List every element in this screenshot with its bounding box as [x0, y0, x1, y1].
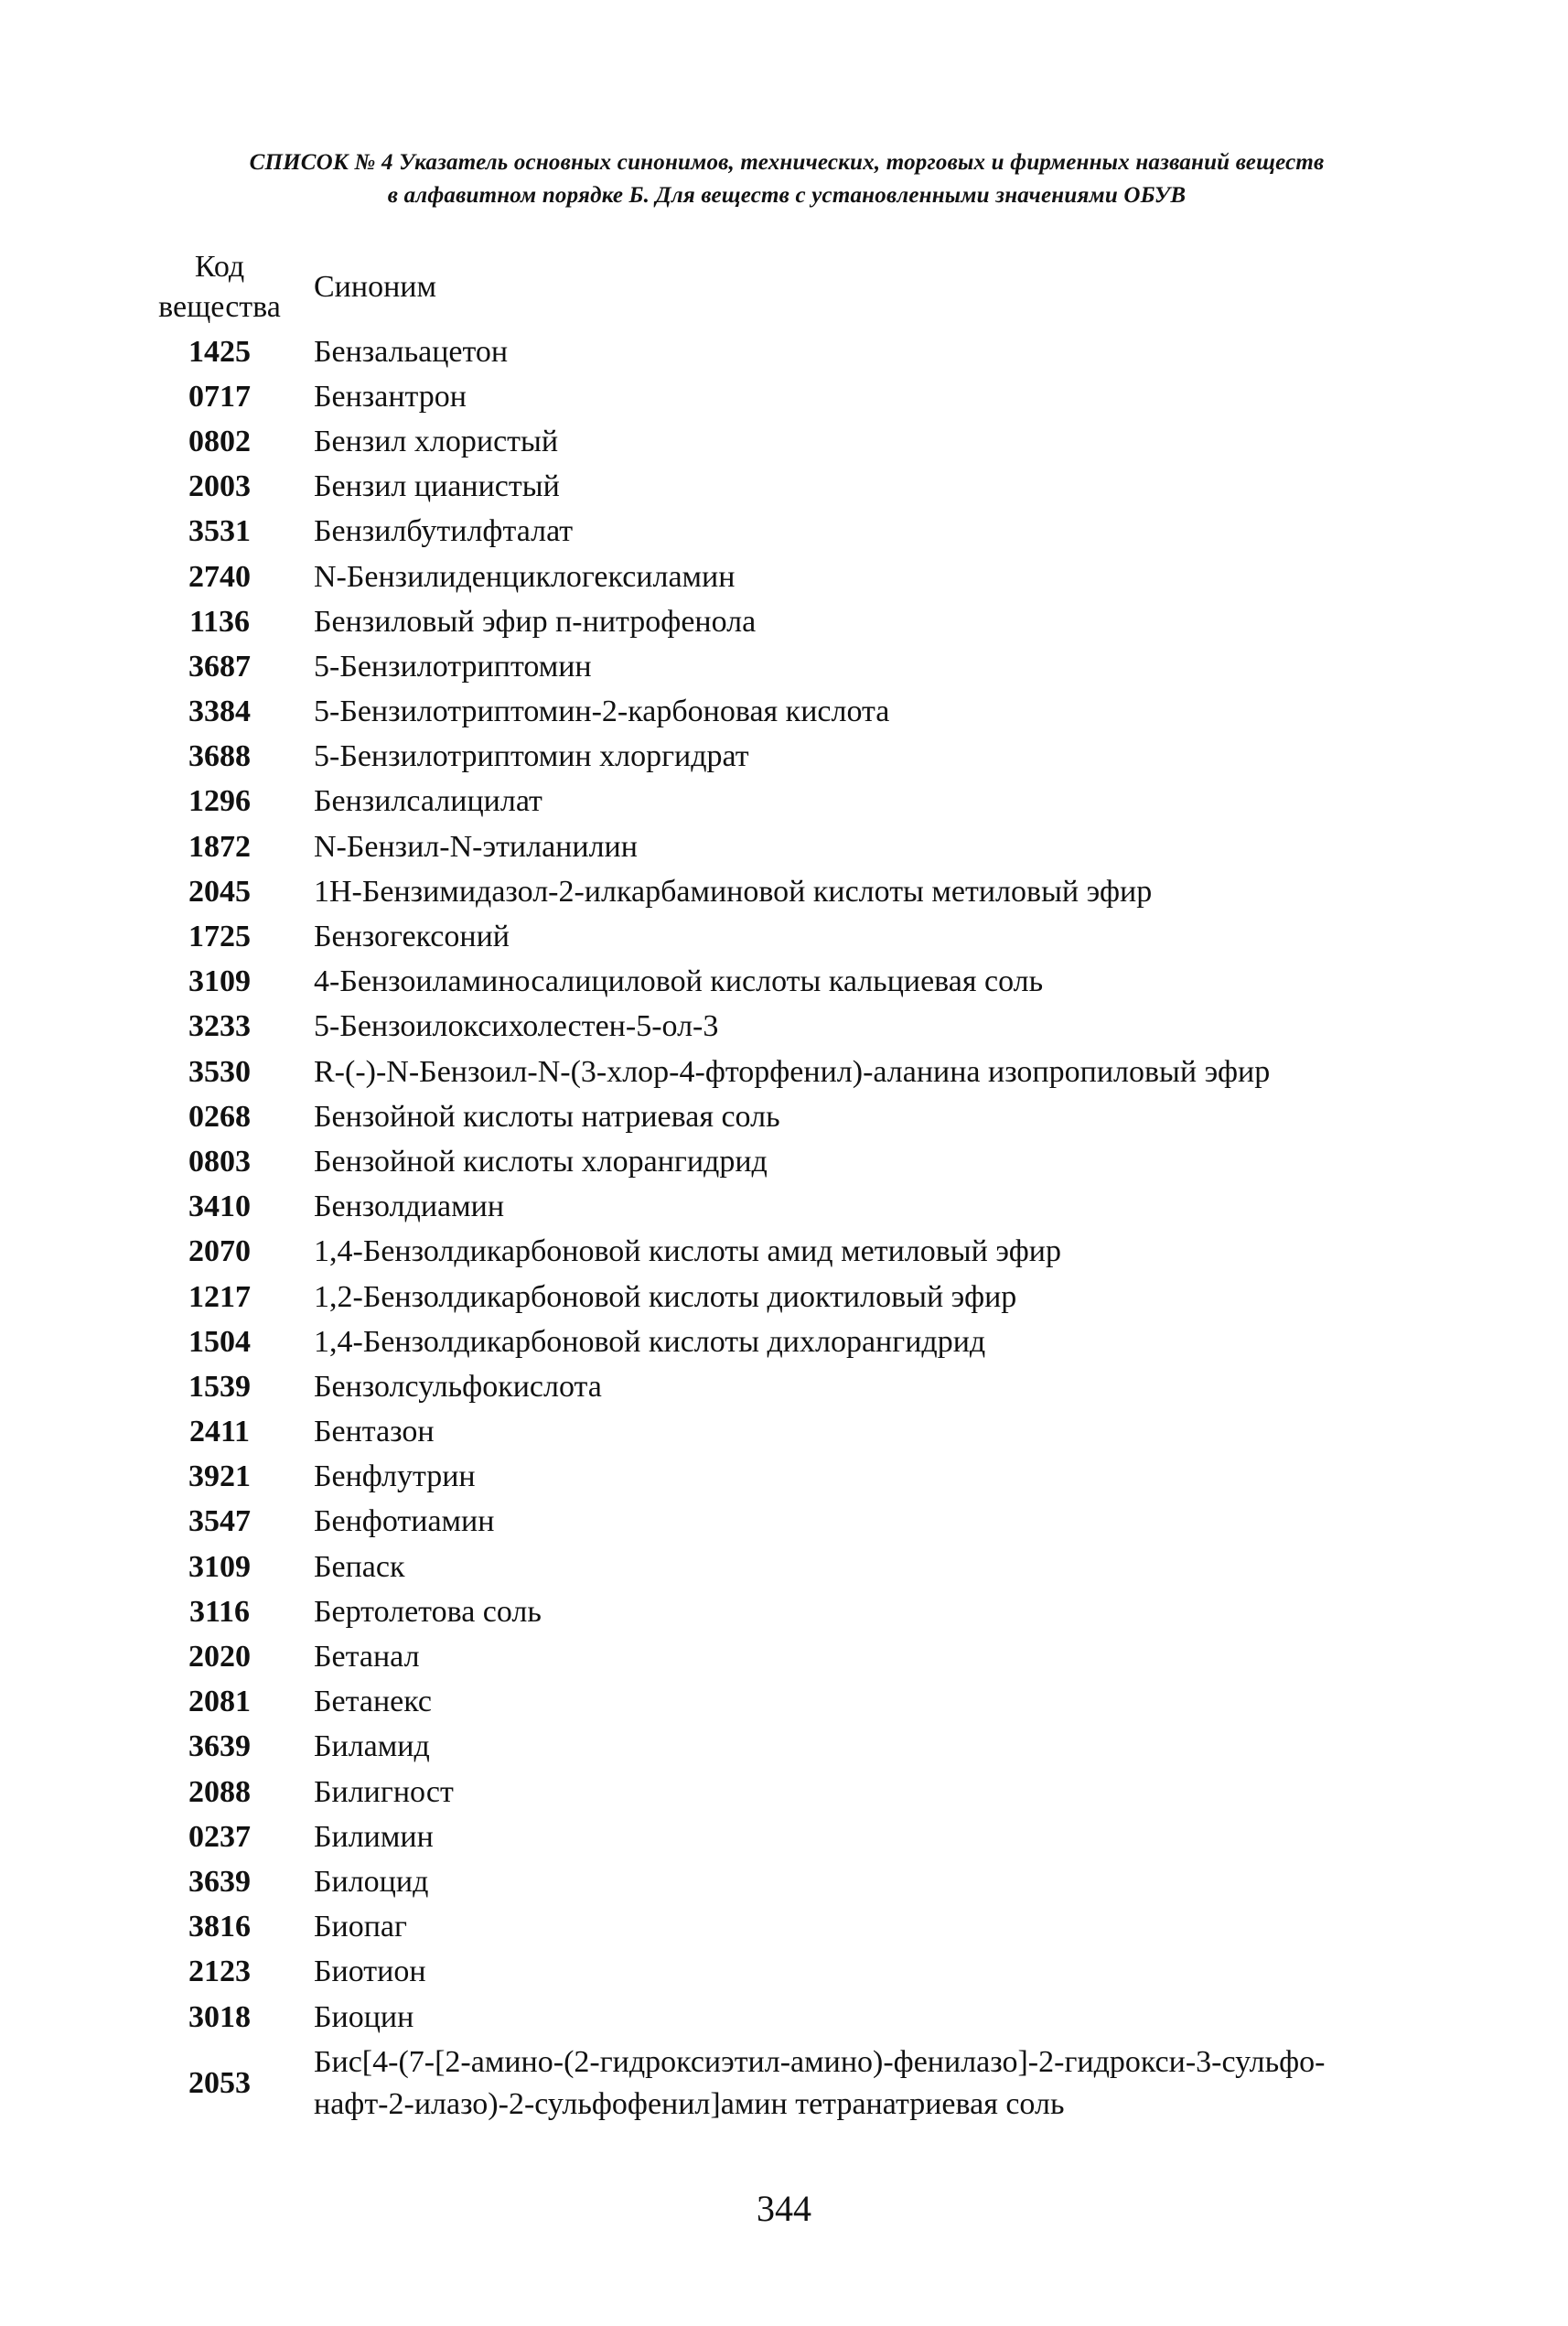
substance-synonym: 1,2-Бензолдикарбоновой кислоты диоктиловый эфир [314, 1279, 1017, 1314]
synonym-table [137, 240, 1455, 2127]
substance-code: 2123 [188, 1954, 251, 1989]
substance-code: 3116 [188, 1594, 251, 1629]
substance-synonym: N-Бензил-N-этиланилин [314, 829, 638, 864]
substance-code: 2088 [188, 1774, 251, 1809]
substance-synonym: Билимин [314, 1819, 434, 1854]
substance-synonym: 1Н-Бензимидазол-2-илкарбаминовой кислоты метиловый эфир [314, 874, 1153, 909]
substance-synonym: Бензойной кислоты натриевая соль [314, 1099, 780, 1134]
table-row [137, 1094, 1455, 1139]
substance-synonym: Бенфлутрин [314, 1459, 476, 1494]
substance-synonym: 5-Бензоилоксихолестен-5-ол-3 [314, 1009, 719, 1044]
substance-code: 1872 [188, 829, 251, 864]
table-row [137, 1230, 1455, 1275]
table-row [137, 1500, 1455, 1545]
substance-synonym: Бензил хлористый [314, 424, 559, 458]
substance-code: 0802 [188, 424, 251, 458]
table-row [137, 1859, 1455, 1904]
substance-synonym: N-Бензилиденциклогексиламин [314, 559, 736, 594]
substance-synonym: Билигност [314, 1774, 454, 1809]
table-row [137, 1589, 1455, 1634]
table-row [137, 1680, 1455, 1725]
substance-synonym: Бетанекс [314, 1685, 433, 1719]
substance-synonym: Бенфотиамин [314, 1504, 495, 1539]
substance-synonym: R-(-)-N-Бензоил-N-(3-хлор-4-фторфенил)-аланина изопропиловый эфир [314, 1054, 1271, 1089]
substance-synonym: 1,4-Бензолдикарбоновой кислоты амид метиловый эфир [314, 1234, 1061, 1269]
substance-code: 1296 [188, 784, 251, 819]
substance-synonym: Бертолетова соль [314, 1594, 542, 1629]
table-row [137, 1139, 1455, 1184]
substance-code: 3109 [188, 1549, 251, 1584]
substance-synonym: Бензил цианистый [314, 469, 560, 504]
substance-code: 2045 [188, 874, 251, 909]
substance-synonym: Бензиловый эфир п-нитрофенола [314, 604, 757, 639]
substance-synonym: Бетанал [314, 1640, 420, 1675]
synonym-line-2: нафт-2-илазо)-2-сульфофенил]амин тетранатриевая соль [314, 2087, 1065, 2122]
substance-synonym: Бензилбутилфталат [314, 514, 574, 549]
table-header [137, 240, 1455, 329]
substance-synonym: 1,4-Бензолдикарбоновой кислоты дихлорангидрид [314, 1324, 986, 1359]
substance-code: 1539 [188, 1369, 251, 1404]
substance-code: 2003 [188, 469, 251, 504]
header-line-2: в алфавитном порядке Б. Для веществ с установленными значениями ОБУВ [387, 183, 1187, 208]
substance-synonym: Билоцид [314, 1864, 429, 1899]
table-row [137, 555, 1455, 599]
substance-synonym: Бентазон [314, 1415, 435, 1449]
substance-synonym: 5-Бензилотриптомин [314, 649, 592, 684]
substance-code: 1425 [188, 334, 251, 369]
substance-synonym: Биотион [314, 1954, 426, 1989]
substance-code: 3921 [188, 1459, 251, 1494]
substance-code: 0268 [188, 1099, 251, 1134]
table-row [137, 1950, 1455, 1995]
substance-synonym: Биоцин [314, 1999, 414, 2034]
substance-synonym: Биопаг [314, 1910, 407, 1944]
table-row [137, 329, 1455, 374]
synonym-line-1: Бис[4-(7-[2-амино-(2-гидроксиэтил-амино)-фенилазо]-2-гидрокси-3-сульфо- [314, 2045, 1326, 2080]
substance-synonym: Бензантрон [314, 379, 467, 414]
table-row [137, 510, 1455, 555]
substance-code: 3233 [188, 1009, 251, 1044]
substance-code: 3547 [188, 1504, 251, 1539]
table-row [137, 465, 1455, 510]
page-number: 344 [757, 2188, 811, 2229]
table-row [137, 1050, 1455, 1094]
table-row [137, 1905, 1455, 1950]
substance-code: 1504 [188, 1324, 251, 1359]
table-row [137, 1410, 1455, 1455]
substance-code: 0717 [188, 379, 251, 414]
column-header-code-line2: вещества [158, 290, 281, 324]
table-row [137, 780, 1455, 824]
table-row [137, 914, 1455, 959]
table-row [137, 1545, 1455, 1589]
table-row [137, 690, 1455, 735]
substance-code: 2070 [188, 1234, 251, 1269]
substance-synonym: Бензогексоний [314, 920, 510, 954]
substance-code: 3384 [188, 695, 251, 729]
substance-code: 3410 [188, 1190, 251, 1224]
substance-code: 3688 [188, 739, 251, 774]
substance-synonym: Бепаск [314, 1549, 405, 1584]
substance-code: 1217 [188, 1279, 251, 1314]
substance-code: 1136 [188, 604, 251, 639]
table-row [137, 1364, 1455, 1409]
substance-code: 3530 [188, 1054, 251, 1089]
substance-code: 2053 [188, 2066, 251, 2101]
substance-synonym: Бензолдиамин [314, 1190, 505, 1224]
substance-code: 2411 [188, 1415, 251, 1449]
table-row [137, 1005, 1455, 1050]
substance-code: 3109 [188, 964, 251, 999]
substance-synonym: 5-Бензилотриптомин хлоргидрат [314, 739, 749, 774]
table-row [137, 1770, 1455, 1814]
substance-synonym: 4-Бензоиламиносалициловой кислоты кальциевая соль [314, 964, 1044, 999]
table-row [137, 1995, 1455, 2040]
table-row [137, 735, 1455, 780]
substance-synonym: Бензойной кислоты хлорангидрид [314, 1144, 768, 1179]
substance-code: 1725 [188, 920, 251, 954]
table-row [137, 1634, 1455, 1679]
table-row [137, 1455, 1455, 1500]
table-row [137, 1185, 1455, 1230]
substance-code: 0237 [188, 1819, 251, 1854]
substance-code: 3639 [188, 1729, 251, 1764]
table-row [137, 644, 1455, 689]
table-row [137, 374, 1455, 419]
substance-synonym: Биламид [314, 1729, 430, 1764]
table-row [137, 419, 1455, 464]
table-row [137, 1319, 1455, 1364]
substance-code: 0803 [188, 1144, 251, 1179]
table-row [137, 1275, 1455, 1319]
substance-synonym: Бензальацетон [314, 334, 509, 369]
substance-synonym: 5-Бензилотриптомин-2-карбоновая кислота [314, 695, 890, 729]
list-header [137, 146, 1436, 212]
column-header-code [137, 247, 302, 328]
column-header-synonym: Синоним [314, 270, 436, 304]
substance-code: 3018 [188, 1999, 251, 2034]
substance-code: 3531 [188, 514, 251, 549]
table-body [137, 329, 1455, 2040]
table-row-last [137, 2040, 1455, 2127]
header-line-1: СПИСОК № 4 Указатель основных синонимов, технических, торговых и фирменных названий веществ [249, 150, 1325, 175]
substance-code: 2081 [188, 1685, 251, 1719]
column-header-code-line1: Код [194, 250, 245, 284]
substance-code: 2020 [188, 1640, 251, 1675]
table-row [137, 599, 1455, 644]
substance-synonym [302, 2041, 1325, 2126]
table-row [137, 960, 1455, 1005]
substance-code: 2740 [188, 559, 251, 594]
table-row [137, 1725, 1455, 1770]
substance-code: 3816 [188, 1910, 251, 1944]
table-row [137, 1814, 1455, 1859]
substance-synonym: Бензолсульфокислота [314, 1369, 602, 1404]
substance-code: 3639 [188, 1864, 251, 1899]
substance-code: 3687 [188, 649, 251, 684]
table-row [137, 824, 1455, 869]
table-row [137, 869, 1455, 914]
substance-synonym: Бензилсалицилат [314, 784, 542, 819]
